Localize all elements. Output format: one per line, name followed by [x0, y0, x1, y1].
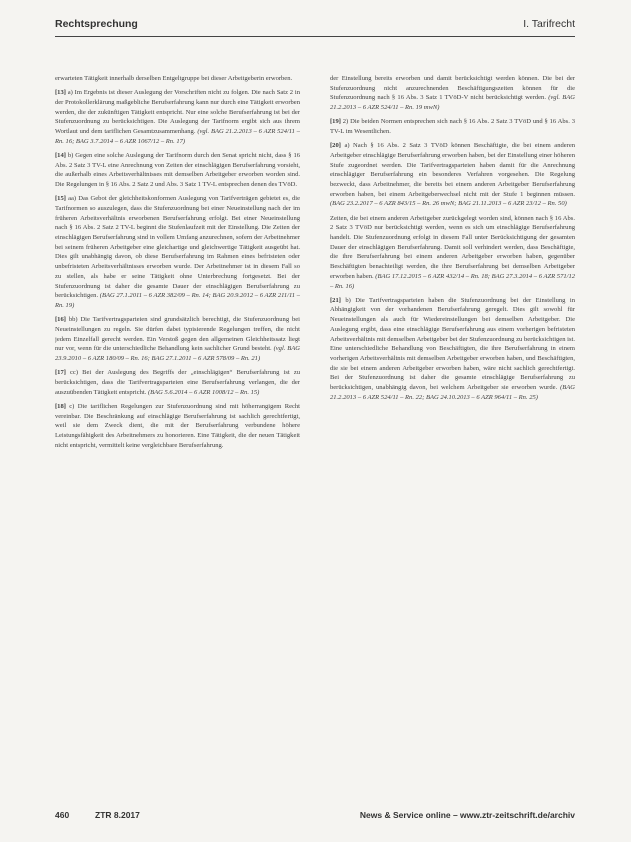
right-text-column [330, 74, 575, 794]
website-link[interactable]: News & Service online – www.ztr-zeitschrift.de/archiv [359, 810, 575, 820]
paragraph [330, 117, 575, 136]
section-title: Rechtsprechung [55, 18, 138, 30]
paragraph-number: [17] [55, 369, 66, 377]
paragraph [55, 151, 300, 190]
page-footer [55, 810, 575, 826]
paragraph-number: [21] [330, 296, 341, 304]
paragraph-text: bb) Die Tarifvertragsparteien sind grundsätzlich berechtigt, die Stufenzuordnung bei Neueinstellungen zu regeln. Sie dürfen dabei typisierende Regelungen treffen, die nicht jedem Einzelfall gerecht werden. Ein Verstoß gegen den allgemeinen Gleichheitssatz liegt nur vor, wenn für die unterschiedliche Behandlung kein sachlicher Grund besteht. [55, 316, 300, 353]
case-citation: (vgl. BAG 23.9.2010 – 6 AZR 180/09 – Rn. 16; BAG 27.1.2011 – 6 AZR 578/09 – Rn. 21) [55, 345, 300, 362]
paragraph-text: b) Gegen eine solche Auslegung der Tarifnorm durch den Senat spricht nicht, dass § 16 Abs. 2 Satz 3 TV-L eine Anrechnung von Zeiten der einschlägigen Berufserfahrung vorsieht, die außerhalb eines Arbeitsverhältnisses mit demselben Arbeitgeber erworben worden sind. Die Regelungen in § 16 Abs. 2 Satz 2 und Abs. 3 Satz 1 TV-L entsprechen denen des TVöD. [55, 151, 300, 189]
paragraph [330, 214, 575, 292]
case-citation: (vgl. BAG 21.2.2013 – 6 AZR 524/11 – Rn. 19 mwN) [330, 94, 575, 112]
paragraph-number: [20] [330, 142, 341, 150]
paragraph-number: [18] [55, 402, 66, 410]
left-text-column [55, 74, 300, 794]
paragraph-text: b) Die Tarifvertragsparteien haben die Stufenzuordnung bei der Einstellung in Abhängigkeit von der vorhandenen Berufserfahrung geregelt. Dies gilt sowohl für Neueinstellungen als auch für Wiedereinstellungen bei demselben Arbeitgeber. Die Auslegung ergibt, dass eine einschlägige Berufserfahrung aus einem vorherigen befristeten Arbeitsverhältnis mit demselben Arbeitgeber bei der Stufenzuordnung zu berücksichtigen ist. Eine unterschiedliche Behandlung von Beschäftigten, die ihre Berufserfahrung in einem vorherigen Arbeitsverhältnis mit demselben Arbeitgeber erworben haben, und Beschäftigten, die sie bei einem anderen Arbeitgeber erworben haben, wäre nicht sachlich gerechtfertigt. Bei der Stufenzuordnung ist daher die gesamte einschlägige Berufserfahrung zu berücksichtigen, unabhängig davon, bei welchem Arbeitgeber sie erworben wurde. [330, 296, 575, 392]
page-number: 460 [55, 810, 70, 820]
paragraph-text: der Einstellung bereits erworben und damit berücksichtigt werden können. Die bei der Stufenzuordnung nicht anzurechnenden Beschäftigungszeiten können für die Stufenzuordnung nach § 16 Abs. 3 Satz 1 TVöD-V nicht berücksichtigt werden. [330, 75, 575, 102]
paragraph [55, 368, 300, 397]
paragraph [55, 74, 300, 84]
paragraph-text: 2) Die beiden Normen entsprechen sich nach § 16 Abs. 2 Satz 3 TVöD und § 16 Abs. 3 TV-L im Wesentlichen. [330, 118, 575, 136]
case-citation: (BAG 27.1.2011 – 6 AZR 382/09 – Rn. 14; BAG 20.9.2012 – 6 AZR 211/11 – Rn. 19) [55, 292, 300, 309]
paragraph-text: c) Die tariflichen Regelungen zur Stufenzuordnung sind mit höherrangigem Recht vereinbar. Die Beschränkung auf einschlägige Berufserfahrung ist sachlich gerechtfertigt, weil sie dem Zweck dient, die mit der Berufserfahrung verbundene höhere Leistungsfähigkeit des Arbeitnehmers zu honorieren. Eine Tätigkeit, die der neuen Tätigkeit nicht entspricht, vermittelt keine vergleichbare Berufserfahrung. [55, 402, 300, 449]
paragraph [55, 88, 300, 146]
case-citation: (BAG 23.2.2017 – 6 AZR 843/15 – Rn. 26 mwN; BAG 21.11.2013 – 6 AZR 23/12 – Rn. 50) [330, 200, 567, 208]
paragraph-text: erwarteten Tätigkeit innerhalb derselben Entgeltgruppe bei dieser Arbeitgeberin erworben. [55, 75, 293, 82]
subject-title: I. Tarifrecht [523, 18, 575, 30]
page-header [55, 16, 575, 37]
paragraph-text: Zeiten, die bei einem anderen Arbeitgeber zurückgelegt worden sind, können nach § 16 Abs. 2 Satz 3 TVöD nur berücksichtigt werden, wenn es sich um einschlägige Berufserfahrung handelt. Die Stufenzuordnung erfolgt in diesem Fall unter Berücksichtigung der gesamten Dauer der einschlägigen Berufserfahrung. Damit soll verhindert werden, dass Beschäftigte, die ihre Berufserfahrung bei einem anderen Arbeitgeber erworben haben, gegenüber Beschäftigten benachteiligt werden, die ihre Berufserfahrung bei demselben Arbeitgeber erworben haben. [330, 214, 575, 280]
paragraph-text: a) Im Ergebnis ist dieser Auslegung der Vorschriften nicht zu folgen. Die nach Satz 2 in der Protokollerklärung maßgebliche Berufserfahrung kann nur durch eine Tätigkeit erworben werden, die der zukünftigen Tätigkeit entspricht. Nur eine solche Berufserfahrung ist bei der Stufenzuordnung zu berücksichtigen. Die Auslegung der Tarifnorm ergibt sich aus ihrem Wortlaut und dem tariflichen Gesamtzusammenhang. [55, 89, 300, 136]
case-citation: (BAG 5.6.2014 – 6 AZR 1008/12 – Rn. 15) [147, 388, 260, 396]
paragraph [330, 141, 575, 209]
paragraph-text: cc) Bei der Auslegung des Begriffs der „einschlägigen“ Berufserfahrung ist zu berücksichtigen, dass die Tarifvertragsparteien eine Berufserfahrung verlangen, die der auszuübenden Tätigkeit entspricht. [55, 369, 300, 396]
paragraph-number: [16] [55, 316, 66, 324]
magazine-issue: ZTR 8.2017 [95, 810, 140, 820]
paragraph [330, 296, 575, 403]
case-citation: (vgl. BAG 21.2.2013 – 6 AZR 524/11 – Rn. 16; BAG 3.7.2014 – 6 AZR 1067/12 – Rn. 17) [55, 128, 300, 145]
paragraph [330, 74, 575, 113]
paragraph-text: aa) Das Gebot der gleichheitskonformen Auslegung von Tarifverträgen gebietet es, die Tarifnormen so auszulegen, dass die Stufenzuordnung bei einer Neueinstellung nach der im früheren Arbeitsverhältnis erworbenen Berufserfahrung erfolgt. Bei einer Neueinstellung nach § 16 Abs. 2 Satz 2 TV-L beginnt die Stufenlaufzeit mit der Einstellung. Die Zeiten der einschlägigen Berufserfahrung sind in vollem Umfang anzurechnen, sofern der Arbeitnehmer bei seinem früheren Arbeitgeber eine gleichartige und gleichwertige Tätigkeit ausgeübt hat. Dies gilt unabhängig davon, ob diese Berufserfahrung im Rahmen eines befristeten oder unbefristeten Arbeitsverhältnisses erworben wurde. Der Arbeitnehmer ist in diesem Fall so zu stellen, als habe er seine Tätigkeit ohne Unterbrechung fortgesetzt. Bei der Stufenzuordnung ist daher die gesamte Dauer der einschlägigen Berufserfahrung zu berücksichtigen. [55, 195, 300, 300]
paragraph-number: [19] [330, 118, 341, 126]
paragraph [55, 194, 300, 310]
paragraph [55, 315, 300, 364]
paragraph [55, 402, 300, 451]
case-citation: (BAG 17.12.2015 – 6 AZR 432/14 – Rn. 18; BAG 27.3.2014 – 6 AZR 571/12 – Rn. 16) [330, 272, 575, 290]
case-citation: (BAG 21.2.2013 – 6 AZR 524/11 – Rn. 22; BAG 24.10.2013 – 6 AZR 964/11 – Rn. 25) [330, 384, 575, 401]
paragraph-text: a) Nach § 16 Abs. 2 Satz 3 TVöD können Beschäftigte, die bei einem anderen Arbeitgeber einschlägige Berufserfahrung erworben haben, bei der Einstellung einer höheren Stufe zugeordnet werden. Die Tarifvertragsparteien haben damit für die Anrechnung einschlägiger Berufserfahrung ein besonderes Verfahren vorgesehen. Die Regelung bezweckt, dass Arbeitnehmer, die bereits bei einem anderen Arbeitgeber Berufserfahrung erworben haben, bei einem Arbeitgeberwechsel nicht mit der Stufe 1 beginnen müssen. [330, 142, 575, 198]
paragraph-number: [15] [55, 195, 66, 203]
paragraph-number: [13] [55, 89, 66, 97]
paragraph-number: [14] [55, 151, 66, 159]
